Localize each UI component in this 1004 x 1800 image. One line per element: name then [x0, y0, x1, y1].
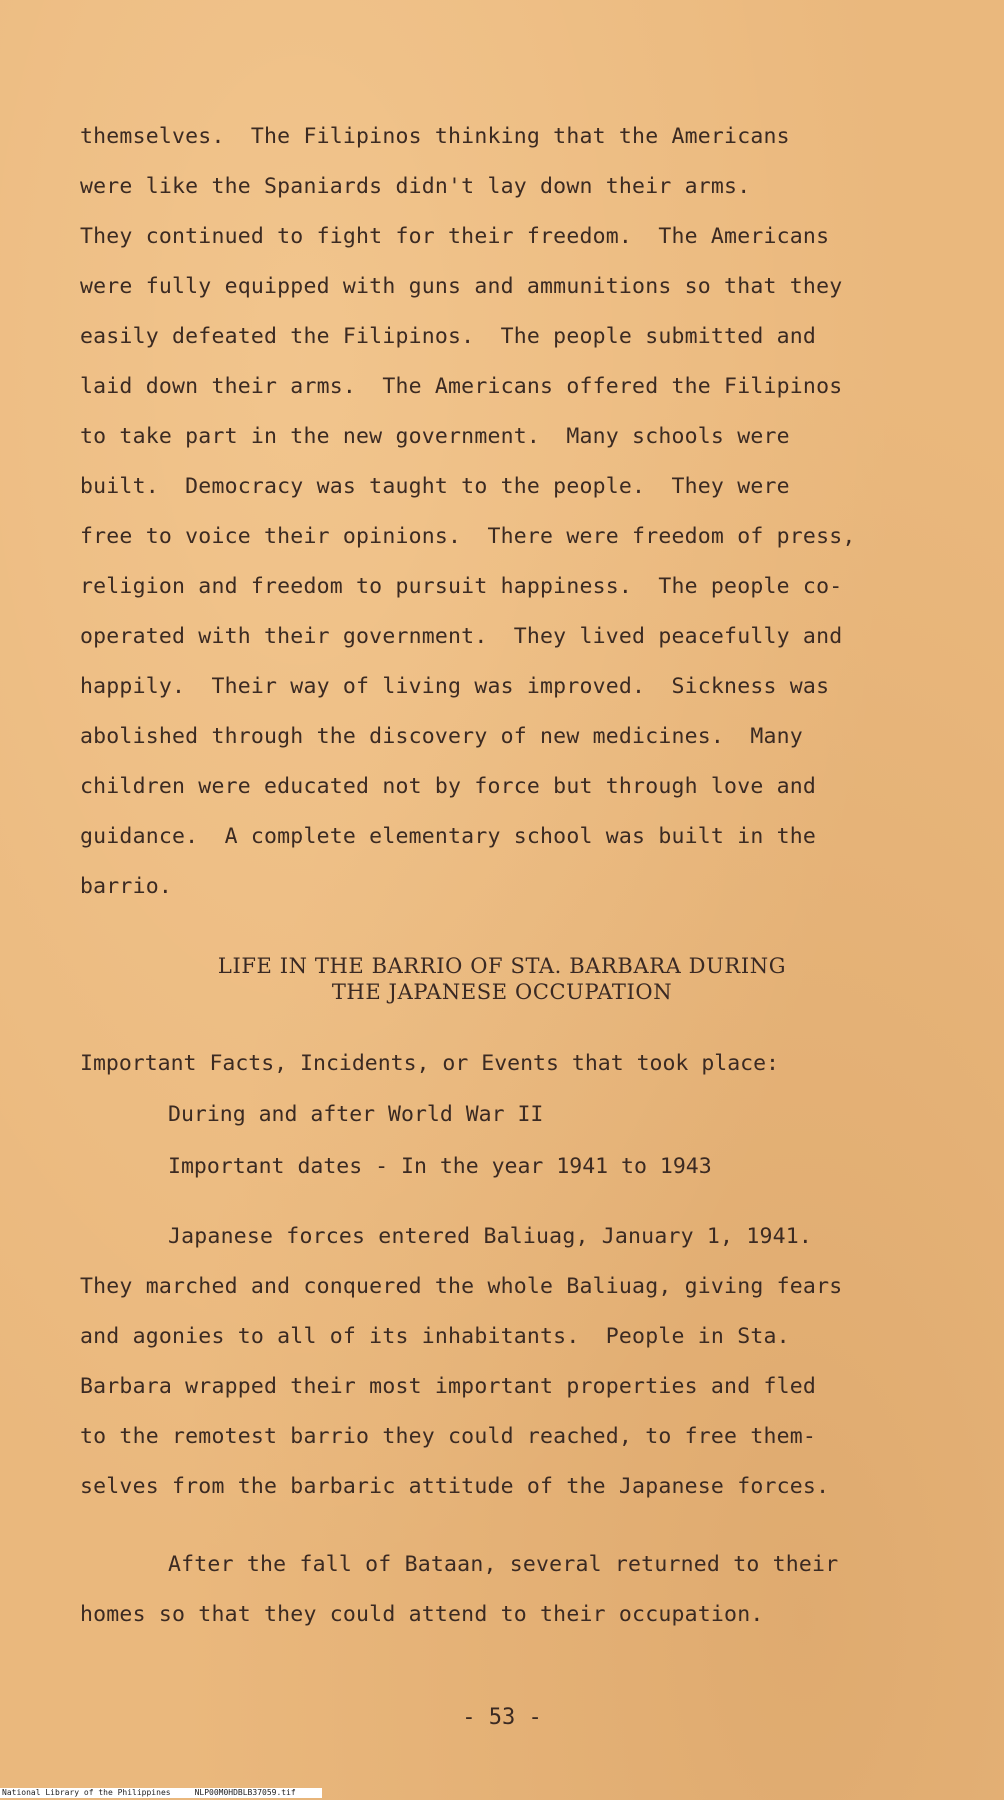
- text-line: to take part in the new government. Many schools were: [80, 424, 790, 449]
- text-line: Barbara wrapped their most important properties and fled: [80, 1374, 817, 1399]
- page-number: - 53 -: [462, 1705, 542, 1730]
- text-line: were like the Spaniards didn't lay down their arms.: [80, 174, 751, 199]
- paragraph-american-period: [80, 112, 960, 912]
- text-line: easily defeated the Filipinos. The people submitted and: [80, 324, 817, 349]
- text-line: operated with their government. They lived peacefully and: [80, 624, 843, 649]
- fact-item: During and after World War II: [168, 1102, 544, 1127]
- text-line: built. Democracy was taught to the people. They were: [80, 474, 790, 499]
- fact-item: Important dates - In the year 1941 to 1943: [168, 1154, 712, 1179]
- text-line: to the remotest barrio they could reached, to free them-: [80, 1424, 817, 1449]
- text-line: laid down their arms. The Americans offered the Filipinos: [80, 374, 843, 399]
- text-line: They continued to fight for their freedom. The Americans: [80, 224, 830, 249]
- text-line: After the fall of Bataan, several returned to their: [168, 1552, 839, 1577]
- text-line: free to voice their opinions. There were freedom of press,: [80, 524, 856, 549]
- text-line: guidance. A complete elementary school was built in the: [80, 824, 817, 849]
- text-line: children were educated not by force but through love and: [80, 774, 817, 799]
- text-line: homes so that they could attend to their occupation.: [80, 1602, 764, 1627]
- text-line: happily. Their way of living was improved. Sickness was: [80, 674, 830, 699]
- text-line: and agonies to all of its inhabitants. People in Sta.: [80, 1324, 790, 1349]
- paragraph-fall-of-bataan: [80, 1540, 960, 1640]
- text-line: were fully equipped with guns and ammunitions so that they: [80, 274, 843, 299]
- section-heading-line2: THE JAPANESE OCCUPATION: [331, 980, 673, 1004]
- text-line: themselves. The Filipinos thinking that the Americans: [80, 124, 790, 149]
- footer-filename: NLP00M0HDBLB37059.tif: [194, 1788, 296, 1797]
- text-line: religion and freedom to pursuit happiness. The people co-: [80, 574, 843, 599]
- footer-library: National Library of the Philippines: [2, 1788, 171, 1797]
- facts-label: Important Facts, Incidents, or Events that took place:: [80, 1051, 779, 1076]
- scan-footer: [0, 1788, 322, 1798]
- text-line: barrio.: [80, 874, 173, 899]
- text-line: Japanese forces entered Baliuag, January 1, 1941.: [168, 1224, 813, 1249]
- text-line: selves from the barbaric attitude of the Japanese forces.: [80, 1474, 830, 1499]
- text-line: abolished through the discovery of new medicines. Many: [80, 724, 803, 749]
- section-heading-line1: LIFE IN THE BARRIO OF STA. BARBARA DURING: [217, 954, 787, 978]
- paragraph-japanese-entry: [80, 1212, 960, 1512]
- text-line: They marched and conquered the whole Baliuag, giving fears: [80, 1274, 843, 1299]
